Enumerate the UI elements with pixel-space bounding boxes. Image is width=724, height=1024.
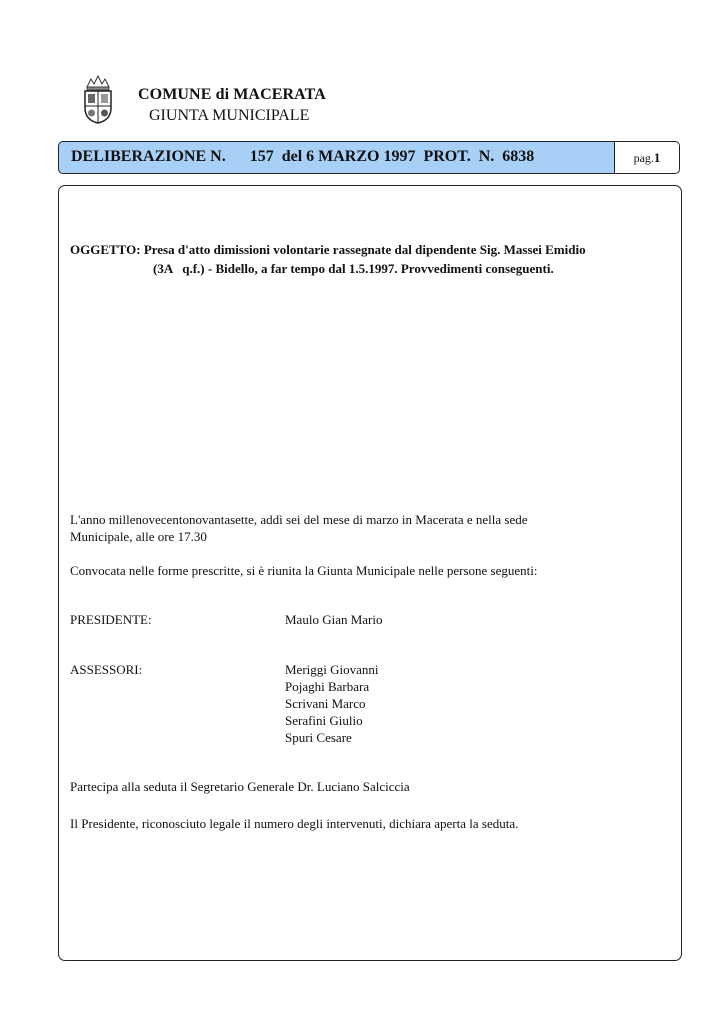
assessor-name: Pojaghi Barbara bbox=[285, 679, 370, 694]
assessor-name: Spuri Cesare bbox=[285, 730, 352, 745]
subject-block bbox=[70, 240, 586, 278]
page-label: pag. bbox=[633, 151, 654, 165]
assessors-list bbox=[285, 661, 379, 746]
deliberation-title: DELIBERAZIONE N. 157 del 6 MARZO 1997 PROT. N. 6838 bbox=[71, 148, 535, 165]
page-indicator bbox=[614, 142, 679, 173]
subject-label: OGGETTO: bbox=[70, 242, 141, 257]
intro-line-2: Municipale, alle ore 17.30 bbox=[70, 529, 207, 544]
intro-line-1: L'anno millenovecentonovantasette, addì sei del mese di marzo in Macerata e nella sede bbox=[70, 512, 528, 527]
opening-text: Il Presidente, riconosciuto legale il numero degli intervenuti, dichiara aperta la seduta. bbox=[70, 816, 519, 831]
intro-paragraph bbox=[70, 511, 528, 545]
deliberation-header bbox=[58, 141, 680, 174]
page-number: 1 bbox=[653, 150, 661, 165]
assessor-name: Meriggi Giovanni bbox=[285, 662, 379, 677]
convocation-text: Convocata nelle forme prescritte, si è riunita la Giunta Municipale nelle persone seguenti: bbox=[70, 563, 538, 578]
subject-line-1: Presa d'atto dimissioni volontarie rassegnate dal dipendente Sig. Massei Emidio bbox=[143, 242, 586, 257]
president-name: Maulo Gian Mario bbox=[285, 612, 383, 627]
president-label: PRESIDENTE: bbox=[70, 612, 152, 627]
secretary-text: Partecipa alla seduta il Segretario Generale Dr. Luciano Salciccia bbox=[70, 779, 410, 794]
subject-line-2: (3A q.f.) - Bidello, a far tempo dal 1.5.1997. Provvedimenti conseguenti. bbox=[153, 261, 554, 276]
org-name: COMUNE di MACERATA bbox=[138, 86, 326, 103]
assessor-name: Serafini Giulio bbox=[285, 713, 363, 728]
municipal-crest-icon bbox=[82, 73, 114, 125]
org-dept: GIUNTA MUNICIPALE bbox=[149, 107, 310, 124]
assessor-name: Scrivani Marco bbox=[285, 696, 366, 711]
assessors-label: ASSESSORI: bbox=[70, 662, 143, 677]
